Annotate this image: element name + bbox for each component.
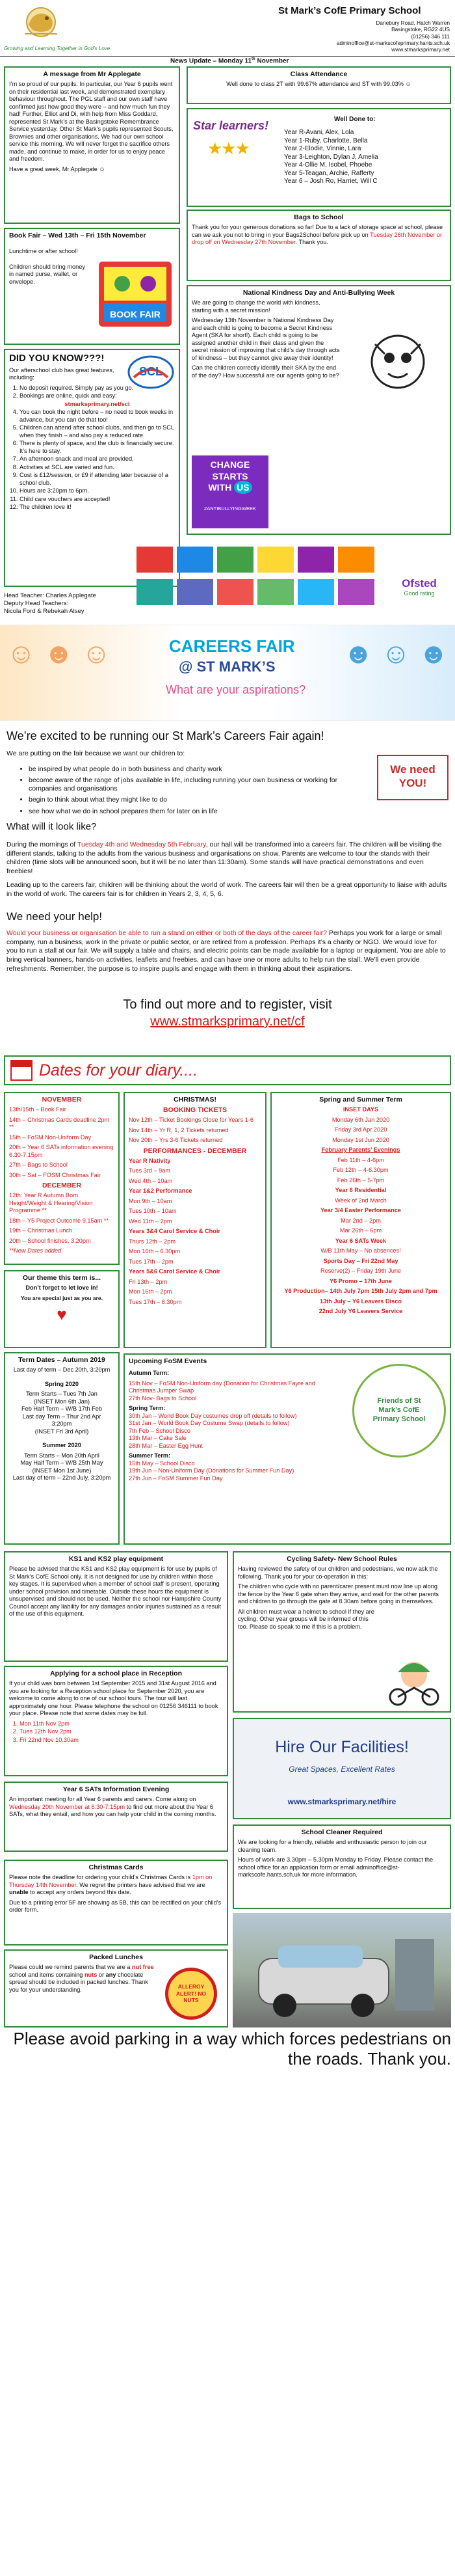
book-fair-line2: Children should bring money in named purse, wallet, or envelope. <box>9 263 85 285</box>
careers-register-link[interactable]: www.stmarksprimary.net/cf <box>150 1014 305 1029</box>
website-link[interactable]: www.stmarksprimary.net <box>391 46 450 53</box>
list-item: 6. There is plenty of space, and the club is financially secure. It’s here to stay. <box>20 440 175 455</box>
kindness-character-icon <box>362 328 434 400</box>
date-row: Thurs 12th – 2pm <box>129 1238 176 1245</box>
ofsted-logo: Ofsted Good rating <box>402 577 437 597</box>
book-fair-line1: Lunchtime or after school! <box>9 248 78 255</box>
date-row: 19th – Christmas Lunch <box>9 1227 73 1234</box>
date-row: 13th July – Y6 Leavers Disco <box>320 1297 402 1305</box>
christmas-box <box>124 1092 266 1348</box>
theme-title: Our theme this term is... <box>22 1274 101 1282</box>
term-dates-title: Term Dates – Autumn 2019 <box>18 1356 105 1364</box>
date-row: Term Starts – Mon 20th April <box>24 1452 99 1459</box>
date-row: Feb Half Term – W/B 17th Feb <box>21 1405 102 1413</box>
list-item: 9. Cost is £12/session, or £9 if attending later because of a school club. <box>20 472 175 487</box>
star-learner-row: Year 4-Ollie M, Isobel, Phoebe <box>284 161 372 169</box>
date-row: Nov 12th – Ticket Bookings Close for Years 1-6 <box>129 1117 254 1124</box>
december-title: DECEMBER <box>42 1182 82 1190</box>
date-row: Mon 16th – 2pm <box>129 1288 172 1295</box>
scl-logo <box>127 355 174 389</box>
book-fair-box <box>4 228 180 345</box>
new-dates-note: **New Dates added <box>9 1247 62 1254</box>
date-row: Week of 2nd March <box>335 1197 387 1204</box>
date-row: Last day of term – Dec 20th, 3:20pm <box>13 1366 110 1374</box>
did-you-know-title: DID YOU KNOW???! <box>9 353 105 364</box>
careers-bullets <box>18 765 356 819</box>
email-address[interactable]: adminoffice@st-markscofeprimary.hants.sch.uk <box>336 40 450 47</box>
banner-line: WITH US <box>192 482 268 494</box>
autumn-term-title: Autumn Term: <box>129 1370 170 1377</box>
date-row: Wed 11th – 2pm <box>129 1217 172 1225</box>
list-item: 5. Children can attend after school clubs, and then go to SCL when they finish – and also pay a reduced rate. <box>20 424 175 439</box>
christmas-cards-body: Please note the deadline for ordering your child’s Christmas Cards is 1pm on Thursday 14th November. We regret the printers have advised that we are unable to accept any orders beyond this date. <box>9 1874 213 1896</box>
date-row: 30th – Sat – FOSM Christmas Fair <box>9 1171 101 1178</box>
look-like-p2: Leading up to the careers fair, children will be thinking about the world of work. The careers fair will then be a great opportunity to liaise with adults in the world of work. The careers fair is for children in Years 2, 3, 4, 5, 6. <box>6 881 447 898</box>
date-row: Mar 2nd – 2pm <box>341 1217 381 1224</box>
kindness-box <box>187 285 451 535</box>
residential-title: Year 6 Residential <box>335 1187 387 1194</box>
tour-date: 3. Fri 22nd Nov 10.30am <box>20 1737 223 1744</box>
date-row: Nov 20th – Yrs 3-6 Tickets returned <box>129 1137 223 1144</box>
star-learner-row: Year 1-Ruby, Charlotte, Bella <box>284 137 368 144</box>
performance-title: Years 3&4 Carol Service & Choir <box>129 1228 220 1235</box>
list-item: 10. Hours are 3:20pm to 6pm. <box>20 487 175 495</box>
performances-title: PERFORMANCES - DECEMBER <box>143 1146 247 1155</box>
allergy-alert-badge: ALLERGY ALERT! NO NUTS <box>165 1968 217 2020</box>
parking-photo <box>233 1913 451 2027</box>
bags-title: Bags to School <box>294 213 344 221</box>
date-row: Fri 13th – 2pm <box>129 1278 168 1285</box>
bags-to-school-box <box>187 210 451 281</box>
date-row: Y6 Promo – 17th June <box>330 1277 392 1284</box>
banner-hashtag: #ANTIBULLYINGWEEK <box>204 505 256 511</box>
spring-2020-title: Spring 2020 <box>44 1380 79 1387</box>
event-row: 15th May – School Disco <box>129 1459 195 1467</box>
parking-notice: Please avoid parking in a way which forces pedestrians on the roads. Thank you. <box>13 2029 451 2069</box>
date-row: 12th: Year R Autumn Born Height/Weight & Hearing/Vision Programme ** <box>9 1192 93 1214</box>
banner-line: CHANGE <box>210 459 250 470</box>
date-row: Mon 9th – 10am <box>129 1197 172 1204</box>
reception-body: If your child was born between 1st September 2015 and 31st August 2016 and you are looking for a Reception school place for September 2020, you are welcome to come along to one of our school tours. The tour will last approximately one hour. Please telephone the school on 01256 346111 to book your place. Please note that some dates may be full. <box>9 1680 218 1717</box>
star-learner-row: Year R-Avani, Alex, Lola <box>284 129 354 136</box>
theme-line2: You are special just as you are. <box>21 1294 103 1301</box>
accreditation-logos <box>136 540 451 612</box>
tour-date: 1. Mon 11th Nov 2pm <box>20 1720 223 1728</box>
packed-lunches-title: Packed Lunches <box>89 1953 143 1961</box>
fosm-events-box <box>124 1353 451 1545</box>
performance-title: Year R Nativity <box>129 1157 171 1164</box>
spring-term-title: Spring Term: <box>129 1405 166 1412</box>
cleaner-p1: We are looking for a friendly, reliable and enthusiastic person to join our cleaning team. <box>238 1839 427 1853</box>
date-row: 3:20pm <box>51 1420 72 1428</box>
cycling-p2: The children who cycle with no parent/carer present must now line up along the fence by the Year 6 gate when they arrive, and wait for the other parents and children to go through the gate at 8.30am before going in themselves. <box>238 1583 439 1605</box>
date-row: Tues 17th – 6.30pm <box>129 1298 182 1305</box>
packed-lunches-body: Please could we remind parents that we are a nut free school and items containing nuts or any chocolate spread should be included in packed lunches. Thank you for your understanding. <box>9 1964 154 1993</box>
christmas-title: CHRISTMAS! <box>174 1096 216 1104</box>
hire-facilities-box <box>233 1718 451 1819</box>
date-row: (INSET Mon 1st June) <box>32 1467 92 1474</box>
headteacher-signoff <box>4 592 134 616</box>
parents-evening-title: February Parents’ Evenings <box>321 1146 400 1154</box>
calendar-icon <box>10 1060 32 1081</box>
date-row: Last day Term – Thur 2nd Apr <box>22 1413 101 1420</box>
easter-title: Year 3/4 Easter Performance <box>320 1207 402 1214</box>
date-row: (INSET Mon 6th Jan) <box>33 1398 90 1405</box>
kindness-title: National Kindness Day and Anti-Bullying Week <box>242 289 395 297</box>
date-row: Mon 16th – 6.30pm <box>129 1248 181 1255</box>
date-row: Nov 14th – Yr R, 1, 2 Tickets returned <box>129 1126 229 1133</box>
list-item: 8. Activities at SCL are varied and fun. <box>20 464 175 472</box>
reception-title: Applying for a school place in Reception <box>49 1670 183 1677</box>
list-item: 11. Child care vouchers are accepted! <box>20 496 175 504</box>
fosm-title: Upcoming FoSM Events <box>129 1357 207 1365</box>
bags-body: Thank you for your generous donations so far! Due to a lack of storage space at school, please can we ask you not to bring in your Bags2School before pick up on Tuesday 26th November or drop off on Wednesday 27th November. Thank you. <box>192 224 443 246</box>
date-row: May Half Term – W/B 25th May <box>20 1459 103 1467</box>
sats-title: Year 6 SATs Week <box>335 1237 387 1244</box>
event-row: 30th Jan – World Book Day costumes drop off (details to follow) <box>129 1412 297 1419</box>
date-row: 20th – Year 6 SATs information evening 6.30-7.15pm <box>9 1144 114 1158</box>
sports-day: Sports Day – Fri 22nd May <box>323 1257 398 1264</box>
headteacher-message-box <box>4 66 180 224</box>
careers-banner-school: @ ST MARK’S <box>179 658 276 675</box>
cycling-title: Cycling Safety- New School Rules <box>287 1555 397 1563</box>
date-row: Feb 12th – 4-6.30pm <box>333 1167 389 1174</box>
attendance-box <box>187 66 451 104</box>
look-like-p1: During the mornings of Tuesday 4th and Wednesday 5th February, our hall will be transformed into a careers fair. The children will be visiting the different stands, talking to the adults from the various business and organisations on show. Parents are welcome to tour the stands with their children (time slots will be announced soon, but it will be no later than 11:30am). Some stands will have practical demonstrations and even freebies! <box>6 841 442 875</box>
star-learners-logo: Star learners! <box>193 119 269 132</box>
attendance-body: Well done to class 2T with 99.67% attendance and ST with 99.03% ☺ <box>226 81 411 88</box>
hire-title: Hire Our Facilities! <box>275 1738 409 1756</box>
list-item: • begin to think about what they might like to do <box>29 796 356 804</box>
attendance-title: Class Attendance <box>290 70 348 78</box>
header-rule <box>0 56 455 57</box>
reception-box <box>4 1666 228 1776</box>
performance-title: Years 5&6 Carol Service & Choir <box>129 1268 220 1275</box>
list-item: • be inspired by what people do in both business and charity work <box>29 765 356 774</box>
scl-logo-text: SCL <box>139 365 162 378</box>
list-item: • become aware of the range of jobs available in life, including running your own business or working for companies and organisations <box>29 776 356 793</box>
help-body: Would your business or organisation be able to run a stand on either or both of the days of the career fair? Perhaps you work for a large or small company, run a business, work in the private or public sector, or are retired from a profession. Perhaps it’s a charity or NGO. We would love for you to run a stall at our fair. We will supply a table and chairs, and electric points can be made available for a laptop or equipment. You are able to bring vertical banners, hands-on activities, leaflets and freebies, and can have one or more adults to help run the stall. We’ll even provide refreshments. Remember, the purpose is to inspire pupils and engage with them in thinking about their aspirations. <box>6 929 446 973</box>
date-row: W/B 11th May – No absences! <box>320 1247 401 1254</box>
summer-term-title: Summer Term: <box>129 1452 171 1459</box>
spring-summer-box <box>270 1092 451 1348</box>
book-fair-logo <box>96 255 174 333</box>
list-item: • see how what we do in school prepares them for later on in life <box>29 807 356 816</box>
cleaner-p2: Hours of work are 3.30pm – 5.30pm Monday to Friday. Please contact the school office for an application form or email adminoffice@st-markscofe.hants.sch.uk for more information. <box>238 1856 434 1878</box>
date-row: 14th – Christmas Cards deadline 2pm ** <box>9 1116 110 1131</box>
school-logo <box>5 3 77 47</box>
november-list <box>9 1106 114 1179</box>
date-row: 13th/15th – Book Fair <box>9 1106 66 1113</box>
inset-title: INSET DAYS <box>343 1106 379 1113</box>
theme-line1: Don’t forget to let love in! <box>25 1284 98 1292</box>
date-row: Feb 26th – 5-7pm <box>337 1176 385 1184</box>
date-row: Feb 11th – 4-6pm <box>337 1156 384 1163</box>
careers-fair-banner <box>0 625 455 721</box>
school-cleaner-box <box>233 1824 451 1909</box>
date-row: Term Starts – Tues 7th Jan <box>26 1390 98 1398</box>
date-row: Last day of term – 22nd July, 3:20pm <box>12 1474 111 1482</box>
event-row: 7th Feb – School Disco <box>129 1427 190 1434</box>
sats-info-body: An important meeting for all Year 6 parents and carers. Come along on Wednesday 20th November at 6:30-7:15pm to find out more about the Year 6 SATs, what they entail, and how you can help your child in the coming months. <box>9 1796 216 1818</box>
star-learners-box <box>187 108 451 207</box>
cycling-helmet-icon <box>385 1654 443 1706</box>
anti-bullying-banner <box>192 455 268 528</box>
date-row: 18th – Y5 Project Outcome 9.15am ** <box>9 1217 109 1224</box>
event-row: 27th Nov- Bags to School <box>129 1394 197 1402</box>
date-row: Friday 3rd Apr 2020 <box>334 1126 387 1133</box>
date-row: (INSET Fri 3rd April) <box>34 1428 89 1435</box>
list-item: 1. No deposit required. Simply pay as you go. <box>20 385 175 392</box>
careers-people-icons: ☺ ☻ ☺ <box>6 638 111 670</box>
event-row: 19th Jun – Non-Uniform Day (Donations for Summer Fun Day) <box>129 1467 294 1474</box>
find-out-more: To find out more and to register, visit <box>123 997 332 1012</box>
date-row: Monday 6th Jan 2020 <box>332 1116 390 1123</box>
school-address <box>280 20 450 53</box>
date-row: Mar 26th – 6pm <box>339 1227 382 1234</box>
star-learners-list <box>284 129 447 186</box>
christmas-cards-box <box>4 1860 228 1946</box>
diary-title-bar <box>4 1055 451 1085</box>
theme-box <box>4 1270 120 1348</box>
kindness-p2: Wednesday 13th November is National Kindness Day and each child is going to become a Secret Kindness Agent (SKA for short!). Each child is going to be assigned another child in their class and given the secret mission of improving that child’s day through acts of kindness – but they cannot give away their identity! <box>192 317 340 361</box>
november-december-box <box>4 1092 120 1265</box>
we-need-you-image: We need YOU! <box>377 755 448 800</box>
star-learner-row: Year 5-Teagan, Archie, Rafferty <box>284 169 374 177</box>
book-fair-logo-text: BOOK FAIR <box>110 309 161 319</box>
careers-heading: We’re excited to be running our St Mark’s Careers Fair again! <box>6 729 324 742</box>
hire-subtitle: Great Spaces, Excellent Rates <box>289 1765 395 1774</box>
address-line: Danebury Road, Hatch Warren <box>376 20 450 26</box>
cycling-p1: Having reviewed the safety of our children and pedestrians, we now ask the following. Thank you for your co-operation in this: <box>238 1566 438 1580</box>
heart-icon: ♥ <box>57 1305 67 1325</box>
date-row: 15th – FoSM Non-Uniform Day <box>9 1133 92 1141</box>
date-row: 27th – Bags to School <box>9 1161 68 1169</box>
christmas-cards-note: Due to a printing error 5F are showing as 5B, this can be rectified on your child’s order form. <box>9 1899 222 1914</box>
play-equipment-title: KS1 and KS2 play equipment <box>68 1555 164 1563</box>
careers-people-icons: ☻ ☺ ☻ <box>343 638 448 670</box>
play-equipment-box <box>4 1551 228 1662</box>
signoff-line: Head Teacher: Charles Applegate <box>4 592 96 599</box>
careers-banner-title: CAREERS FAIR <box>169 636 295 656</box>
signoff-line: Nicola Ford & Rebekah Alsey <box>4 607 84 615</box>
tour-date: 2. Tues 12th Nov 2pm <box>20 1728 223 1736</box>
event-row: 28th Mar – Easter Egg Hunt <box>129 1442 203 1449</box>
date-row: Y6 Production– 14th July 7pm 15th July 2pm and 7pm <box>284 1288 437 1295</box>
cycling-p3: All children must wear a helmet to school if they are cycling. Other year groups will be informed of this too. Please do speak to me if this is a problem. <box>238 1608 374 1630</box>
scl-booking-link[interactable]: stmarksprimary.net/sci <box>64 400 130 407</box>
november-title: NOVEMBER <box>42 1096 82 1104</box>
careers-intro: We are putting on the fair because we want our children to: <box>6 750 185 757</box>
cycling-safety-box <box>233 1551 451 1713</box>
look-like-title: What will it look like? <box>6 821 97 832</box>
star-learner-row: Year 2-Elodie, Vinnie, Lara <box>284 145 361 152</box>
list-item: 7. An afternoon snack and meal are provided. <box>20 455 175 463</box>
star-learner-row: Year 6 – Josh Ro, Harriet, Will C <box>284 178 378 185</box>
list-item: 12. The children love it! <box>20 504 175 511</box>
kindness-p1: We are going to change the world with kindness, starting with a secret mission! <box>192 299 320 314</box>
date-row: Tues 3rd – 9am <box>129 1167 171 1174</box>
date-row: Tues 10th – 10am <box>129 1208 177 1215</box>
reception-tour-dates <box>9 1720 223 1744</box>
message-body: I’m so proud of our pupils. In particular, our Year 6 pupils went on their residential last week, and demonstrated exemplary behaviour throughout. The PGL staff and our own staff have confirmed just how good they were – and how much fun they had! Further, Elliot and Di, with help from Miss Goddard, represented St Mark’s at the Basingstoke Remembrance Service yesterday. Other St Mark’s pupils represented Scouts, Brownies and other organisations. We had our own school service this morning. We will never forget the sacrifice others made, and continue to make, in order for us to enjoy peace and freedom. <box>9 81 174 163</box>
event-row: 15th Nov – FoSM Non-Uniform day (Donation for Christmas Fayre and Christmas Jumper Swap <box>129 1379 315 1394</box>
date-row: Wed 4th – 10am <box>129 1177 173 1184</box>
hire-link[interactable]: www.stmarksprimary.net/hire <box>287 1797 396 1806</box>
summer-2020-title: Summer 2020 <box>42 1442 81 1449</box>
date-row: Reserve(2) – Friday 19th June <box>320 1268 402 1275</box>
event-row: 27th Jun – FoSM Summer Fun Day <box>129 1474 223 1482</box>
event-row: 13th Mar – Cake Sale <box>129 1435 187 1442</box>
fosm-logo: Friends of St Mark’s CofE Primary School <box>352 1364 446 1457</box>
packed-lunches-box <box>4 1949 228 2027</box>
help-title: We need your help! <box>6 910 103 923</box>
performance-title: Year 1&2 Performance <box>129 1187 192 1195</box>
school-name: St Mark’s CofE Primary School <box>278 5 421 16</box>
did-you-know-list <box>9 385 175 511</box>
date-row: Tues 17th – 2pm <box>129 1258 174 1265</box>
date-row: Monday 1st Jun 2020 <box>332 1136 389 1143</box>
address-line: Basingstoke, RG22 4US <box>391 26 450 33</box>
spring-summer-title: Spring and Summer Term <box>319 1096 402 1104</box>
star-learners-heading: Well Done to: <box>334 116 376 123</box>
play-equipment-body: Please be advised that the KS1 and KS2 play equipment is for use by pupils of St Mark’s CofE School only. It is not designed for use by children within those key stages. It is supervised when a member of school staff is present, operating under school provision and timetable. Outside these hours the equipment is unsupervised and should not be used. Neither the school nor Hampshire County Council accept any liability for any damages and/or injuries sustained as a result of the use of this equipment. <box>9 1566 222 1618</box>
book-fair-title: Book Fair – Wed 13th – Fri 15th November <box>9 232 146 239</box>
christmas-cards-title: Christmas Cards <box>88 1864 144 1871</box>
date-row: 20th – School finishes, 3.20pm <box>9 1237 91 1244</box>
did-you-know-intro: Our afterschool club has great features, including: <box>9 366 114 381</box>
news-update-date: News Update – Monday 11th November <box>170 57 289 65</box>
phone-number: (01256) 346 111 <box>411 33 450 40</box>
sats-info-title: Year 6 SATs Information Evening <box>62 1785 170 1793</box>
event-row: 31st Jan – World Book Day Costume Swap (details to follow) <box>129 1420 290 1427</box>
booking-tickets-title: BOOKING TICKETS <box>162 1106 227 1115</box>
signoff-line: Deputy Head Teachers: <box>4 599 69 607</box>
careers-banner-subtitle: What are your aspirations? <box>166 683 306 696</box>
message-title: A message from Mr Applegate <box>43 70 141 78</box>
banner-line: STARTS <box>212 470 248 481</box>
school-tagline: Growing and Learning Together in God’s Love <box>4 46 110 51</box>
date-row: 22nd July Y6 Leavers Service <box>318 1308 403 1315</box>
list-item: 4. You can book the night before – no need to book weeks in advance, but you can do that too! <box>20 409 175 424</box>
diary-title: Dates for your diary.... <box>39 1061 198 1079</box>
cleaner-title: School Cleaner Required <box>301 1828 383 1836</box>
kindness-p3: Can the children correctly identify their SKA by the end of the day? How successful are our agents going to be? <box>192 364 339 379</box>
star-icon: ★★★ <box>207 139 249 158</box>
list-item: 2. Bookings are online, quick and easy: <box>20 392 175 400</box>
term-dates-box <box>4 1352 120 1545</box>
star-learner-row: Year 3-Leighton, Dylan J, Amelia <box>284 153 378 161</box>
message-signoff: Have a great week, Mr Applegate ☺ <box>9 165 105 172</box>
sats-info-box <box>4 1782 228 1852</box>
